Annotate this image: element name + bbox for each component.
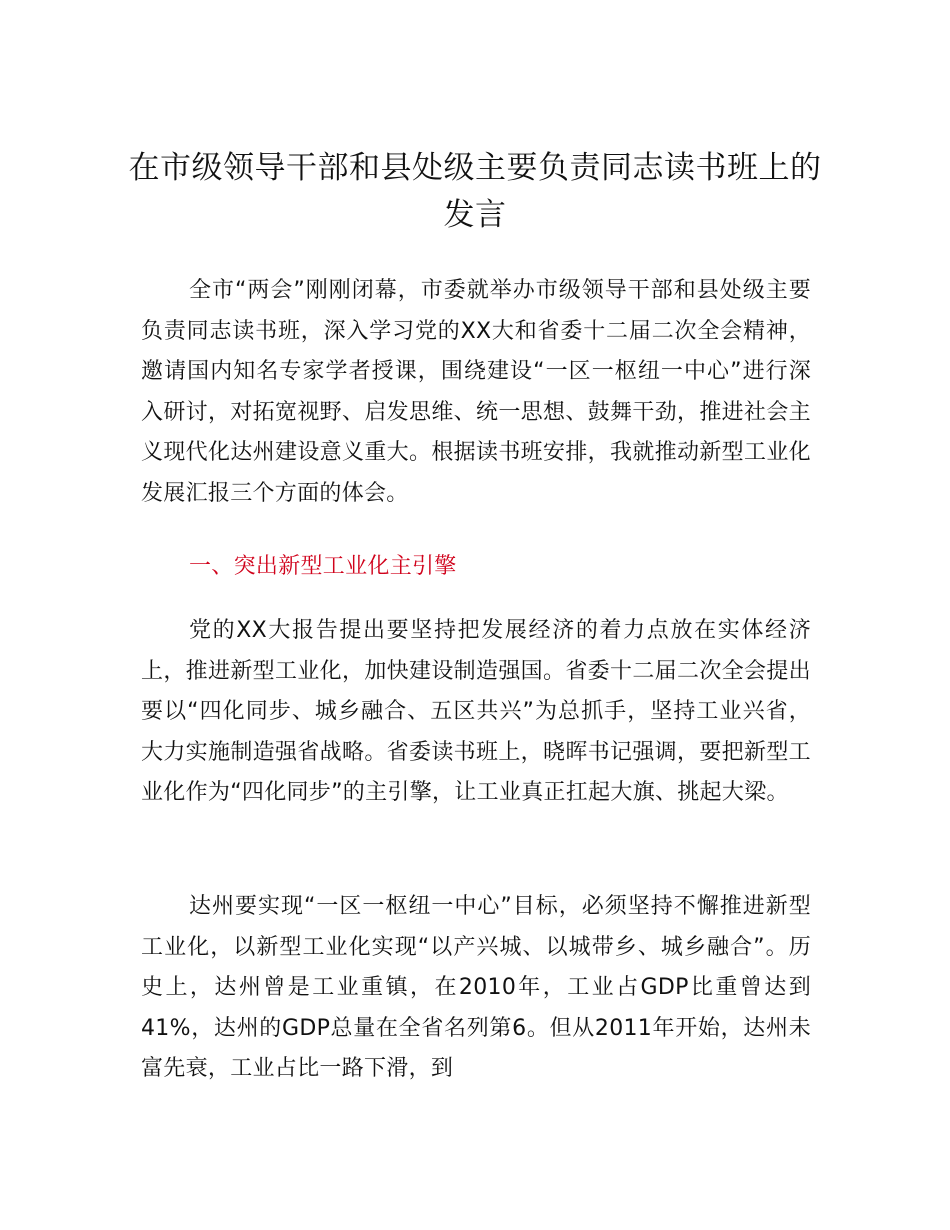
paragraph-intro: 全市“两会”刚刚闭幕，市委就举办市级领导干部和县处级主要负责同志读书班，深入学习党的XX大和省委十二届二次全会精神，邀请国内知名专家学者授课，围绕建设“一区一枢纽一中心”进行深入研讨，对拓宽视野、启发思维、统一思想、鼓舞干劲，推进社会主义现代化达州建设意义重大。根据读书班安排，我就推动新型工业化发展汇报三个方面的体会。 — [141, 278, 811, 506]
document-title: 在市级领导干部和县处级主要负责同志读书班上的发言 — [128, 150, 822, 233]
paragraph-body-2: 达州要实现“一区一枢纽一中心”目标，必须坚持不懈推进新型工业化，以新型工业化实现“以产兴城、以城带乡、城乡融合”。历史上，达州曾是工业重镇，在2010年，工业占GDP比重曾达到41%，达州的GDP总量在全省名列第6。但从2011年开始，达州未富先衰，工业占比一路下滑，到 — [141, 894, 811, 1081]
section-heading: 一、突出新型工业化主引擎 — [189, 554, 457, 579]
paragraph-body-1: 党的XX大报告提出要坚持把发展经济的着力点放在实体经济上，推进新型工业化，加快建设制造强国。省委十二届二次全会提出要以“四化同步、城乡融合、五区共兴”为总抓手，坚持工业兴省，大力实施制造强省战略。省委读书班上，晓晖书记强调，要把新型工业化作为“四化同步”的主引擎，让工业真正扛起大旗、挑起大梁。 — [141, 618, 811, 805]
